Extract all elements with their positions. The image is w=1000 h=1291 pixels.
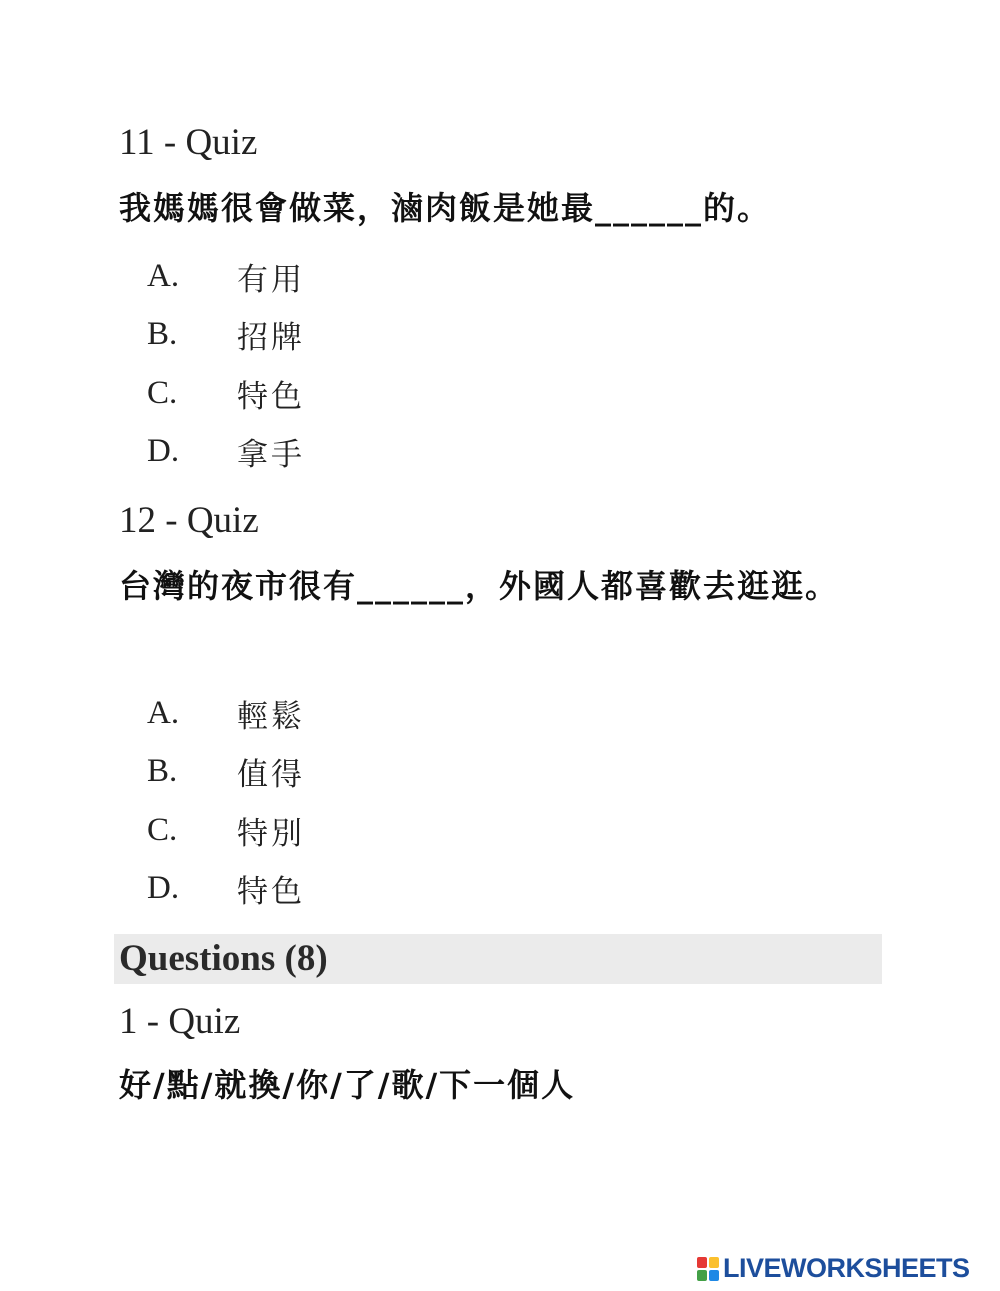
quiz-11-options xyxy=(147,247,305,481)
mark-square-1 xyxy=(697,1257,707,1268)
option-letter: D. xyxy=(147,870,180,907)
option-letter: C. xyxy=(147,811,178,848)
option-letter: A. xyxy=(147,257,180,294)
quiz-12-option-d[interactable] xyxy=(147,860,305,919)
questions-section-header xyxy=(114,934,882,984)
option-letter: C. xyxy=(147,374,178,411)
mark-square-2 xyxy=(709,1257,719,1268)
quiz-11-option-b[interactable] xyxy=(147,306,305,365)
quiz-12-question: 台灣的夜市很有______，外國人都喜歡去逛逛。 xyxy=(119,567,840,605)
quiz-1-question: 好/點/就換/你/了/歌/下一個人 xyxy=(119,1066,576,1104)
option-letter: A. xyxy=(147,694,180,731)
option-text: 招牌 xyxy=(237,320,305,357)
option-text: 特色 xyxy=(237,874,305,911)
quiz-12-options xyxy=(147,684,305,918)
quiz-11-label: 11 - Quiz xyxy=(119,122,258,163)
option-letter: D. xyxy=(147,433,180,470)
option-text: 特色 xyxy=(237,378,305,415)
quiz-11-option-d[interactable] xyxy=(147,423,305,482)
option-letter: B. xyxy=(147,316,178,353)
option-text: 值得 xyxy=(237,757,305,794)
quiz-11-question: 我媽媽很會做菜，滷肉飯是她最______的。 xyxy=(119,189,772,227)
option-text: 拿手 xyxy=(237,437,305,474)
quiz-12-option-b[interactable] xyxy=(147,743,305,802)
option-text: 輕鬆 xyxy=(237,698,305,735)
logo-text: LIVEWORKSHEETS xyxy=(723,1253,970,1283)
quiz-11-option-c[interactable] xyxy=(147,364,305,423)
option-text: 特別 xyxy=(237,815,305,852)
quiz-1-label: 1 - Quiz xyxy=(119,1001,241,1042)
quiz-12-option-a[interactable] xyxy=(147,684,305,743)
mark-square-3 xyxy=(697,1270,707,1281)
mark-square-4 xyxy=(709,1270,719,1281)
liveworksheets-logo[interactable] xyxy=(697,1253,970,1284)
option-letter: B. xyxy=(147,753,178,790)
quiz-11-option-a[interactable] xyxy=(147,247,305,306)
section-heading: Questions (8) xyxy=(119,938,328,979)
quiz-12-label: 12 - Quiz xyxy=(119,500,259,541)
option-text: 有用 xyxy=(237,261,305,298)
liveworksheets-mark-icon xyxy=(697,1257,719,1281)
quiz-12-option-c[interactable] xyxy=(147,801,305,860)
